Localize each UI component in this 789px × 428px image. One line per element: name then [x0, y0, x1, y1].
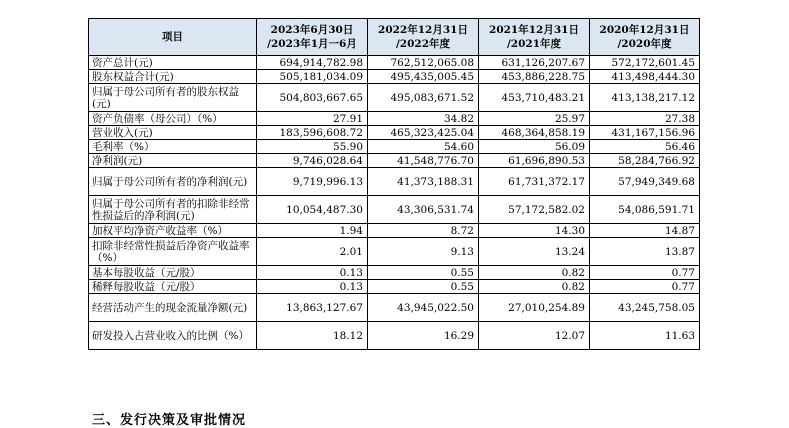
- row-value: 0.55: [368, 280, 479, 294]
- header-2022: 2022年12月31日 /2022年度: [368, 19, 479, 56]
- row-value: 13.24: [479, 238, 590, 266]
- row-value: 16.29: [368, 322, 479, 350]
- row-value: 0.82: [479, 266, 590, 280]
- row-value: 694,914,782.98: [257, 56, 368, 70]
- row-value: 9,719,996.13: [257, 168, 368, 196]
- row-value: 413,138,217.12: [590, 84, 700, 112]
- section-heading: 三、发行决策及审批情况: [92, 413, 247, 428]
- row-label: 稀释每股收益（元/股）: [89, 280, 257, 294]
- row-value: 495,083,671.52: [368, 84, 479, 112]
- row-value: 0.13: [257, 280, 368, 294]
- row-value: 58,284,766.92: [590, 154, 700, 168]
- table-row: [89, 84, 700, 112]
- row-value: 0.55: [368, 266, 479, 280]
- table-row: [89, 196, 700, 224]
- row-label: 加权平均净资产收益率（%）: [89, 224, 257, 238]
- row-value: 34.82: [368, 112, 479, 126]
- row-value: 55.90: [257, 140, 368, 154]
- row-label: 基本每股收益（元/股）: [89, 266, 257, 280]
- row-value: 43,945,022.50: [368, 294, 479, 322]
- row-value: 25.97: [479, 112, 590, 126]
- row-value: 465,323,425.04: [368, 126, 479, 140]
- row-value: 57,949,349.68: [590, 168, 700, 196]
- row-value: 0.77: [590, 280, 700, 294]
- row-value: 61,731,372.17: [479, 168, 590, 196]
- table-row: [89, 56, 700, 70]
- table-row: [89, 322, 700, 350]
- row-value: 27.38: [590, 112, 700, 126]
- row-label: 扣除非经常性损益后净资产收益率（%）: [89, 238, 257, 266]
- table-row: [89, 154, 700, 168]
- row-value: 54.60: [368, 140, 479, 154]
- row-value: 27.91: [257, 112, 368, 126]
- row-value: 13.87: [590, 238, 700, 266]
- row-value: 11.63: [590, 322, 700, 350]
- row-value: 183,596,608.72: [257, 126, 368, 140]
- row-value: 1.94: [257, 224, 368, 238]
- row-value: 43,245,758.05: [590, 294, 700, 322]
- row-label: 经营活动产生的现金流量净额(元): [89, 294, 257, 322]
- row-value: 8.72: [368, 224, 479, 238]
- row-value: 14.30: [479, 224, 590, 238]
- table-row: [89, 224, 700, 238]
- row-value: 453,710,483.21: [479, 84, 590, 112]
- row-value: 0.13: [257, 266, 368, 280]
- row-value: 57,172,582.02: [479, 196, 590, 224]
- row-value: 54,086,591.71: [590, 196, 700, 224]
- header-2021: 2021年12月31日 /2021年度: [479, 19, 590, 56]
- header-2023h1: 2023年6月30日 /2023年1月一6月: [257, 19, 368, 56]
- row-value: 12.07: [479, 322, 590, 350]
- table-header-row: [89, 19, 700, 56]
- financial-indicators-table: [88, 18, 700, 350]
- row-value: 453,886,228.75: [479, 70, 590, 84]
- row-value: 9.13: [368, 238, 479, 266]
- row-value: 0.82: [479, 280, 590, 294]
- row-label: 营业收入(元): [89, 126, 257, 140]
- row-value: 13,863,127.67: [257, 294, 368, 322]
- row-value: 61,696,890.53: [479, 154, 590, 168]
- table-row: [89, 126, 700, 140]
- table-row: [89, 168, 700, 196]
- row-label: 归属于母公司所有者的扣除非经常性损益后的净利润(元): [89, 196, 257, 224]
- row-value: 10,054,487.30: [257, 196, 368, 224]
- row-label: 归属于母公司所有者的股东权益(元): [89, 84, 257, 112]
- row-label: 股东权益合计(元): [89, 70, 257, 84]
- table-row: [89, 280, 700, 294]
- header-2020: 2020年12月31日 /2020年度: [590, 19, 700, 56]
- row-label: 资产负债率（母公司）（%）: [89, 112, 257, 126]
- table-row: [89, 266, 700, 280]
- row-value: 468,364,858.19: [479, 126, 590, 140]
- row-value: 2.01: [257, 238, 368, 266]
- row-value: 631,126,207.67: [479, 56, 590, 70]
- row-value: 14.87: [590, 224, 700, 238]
- table-row: [89, 140, 700, 154]
- row-value: 18.12: [257, 322, 368, 350]
- row-value: 56.46: [590, 140, 700, 154]
- row-value: 413,498,444.30: [590, 70, 700, 84]
- row-value: 27,010,254.89: [479, 294, 590, 322]
- row-value: 56.09: [479, 140, 590, 154]
- row-value: 572,172,601.45: [590, 56, 700, 70]
- row-value: 495,435,005.45: [368, 70, 479, 84]
- row-label: 净利润(元): [89, 154, 257, 168]
- table-body: [89, 56, 700, 350]
- table-row: [89, 70, 700, 84]
- row-label: 归属于母公司所有者的净利润(元): [89, 168, 257, 196]
- header-item: 项目: [89, 19, 257, 56]
- row-value: 762,512,065.08: [368, 56, 479, 70]
- row-value: 431,167,156.96: [590, 126, 700, 140]
- table-row: [89, 238, 700, 266]
- row-value: 41,548,776.70: [368, 154, 479, 168]
- row-label: 毛利率（%）: [89, 140, 257, 154]
- table-row: [89, 294, 700, 322]
- row-label: 资产总计(元): [89, 56, 257, 70]
- row-value: 41,373,188.31: [368, 168, 479, 196]
- table-row: [89, 112, 700, 126]
- row-value: 43,306,531.74: [368, 196, 479, 224]
- row-label: 研发投入占营业收入的比例（%）: [89, 322, 257, 350]
- row-value: 0.77: [590, 266, 700, 280]
- row-value: 9,746,028.64: [257, 154, 368, 168]
- row-value: 505,181,034.09: [257, 70, 368, 84]
- row-value: 504,803,667.65: [257, 84, 368, 112]
